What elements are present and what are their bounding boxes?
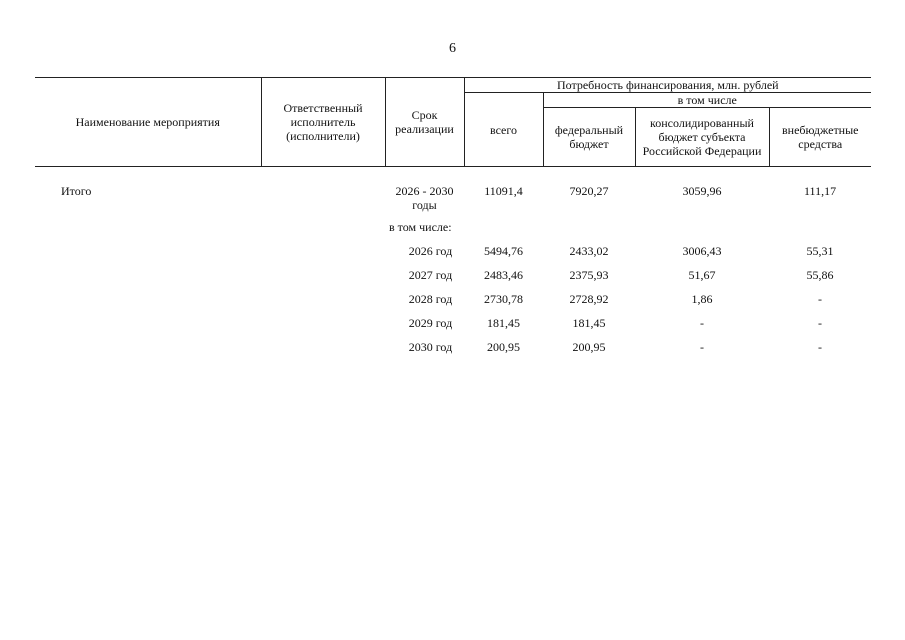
header-activity-name: Наименование мероприятия	[75, 115, 220, 129]
header-regional: консолидированный бюджет субъекта Российской Федерации	[635, 108, 769, 167]
header-extrabudgetary: внебюджетные средства	[769, 108, 871, 167]
table-row	[35, 313, 871, 337]
cell-total: 181,45	[487, 315, 520, 330]
table-row	[35, 265, 871, 289]
header-funding-need: Потребность финансирования, млн. рублей	[464, 78, 871, 93]
cell-federal: 181,45	[572, 315, 606, 330]
cell-including-label: в том числе:	[389, 219, 452, 234]
header-federal: федеральный бюджет	[543, 108, 635, 167]
cell-extrabudgetary: 55,31	[806, 243, 834, 258]
cell-period: 2029 год	[408, 315, 453, 330]
table-body	[35, 167, 871, 361]
cell-regional: 3006,43	[682, 243, 722, 258]
cell-period: 2026 год	[408, 243, 453, 258]
cell-extrabudgetary: 111,17	[803, 184, 837, 198]
cell-period: 2027 год	[408, 267, 453, 282]
funding-table	[35, 77, 871, 361]
header-total: всего	[464, 93, 543, 167]
cell-extrabudgetary: 55,86	[806, 267, 834, 282]
page-number: 6	[449, 41, 456, 56]
cell-name: Итого	[61, 184, 92, 198]
cell-federal: 200,95	[572, 339, 606, 354]
header-including: в том числе	[543, 93, 871, 108]
cell-executor	[261, 167, 385, 220]
cell-period: 2030 год	[408, 339, 453, 354]
cell-total: 200,95	[487, 339, 520, 354]
cell-regional: 1,86	[691, 291, 713, 306]
cell-regional: -	[700, 315, 704, 330]
table-row	[35, 337, 871, 361]
table-header	[35, 78, 871, 167]
cell-total: 5494,76	[484, 243, 523, 258]
table-row	[35, 289, 871, 313]
header-executor: Ответственный исполнитель (исполнители)	[261, 78, 385, 167]
table-row	[35, 241, 871, 265]
cell-federal: 7920,27	[569, 184, 609, 198]
cell-extrabudgetary: -	[818, 291, 822, 306]
table-row-total	[35, 167, 871, 220]
table-row-including	[35, 220, 871, 241]
cell-total: 2730,78	[484, 291, 523, 306]
cell-federal: 2728,92	[569, 291, 609, 306]
cell-period: 2028 год	[408, 291, 453, 306]
cell-federal: 2375,93	[569, 267, 609, 282]
cell-period: 2026 - 2030 годы	[395, 184, 454, 212]
cell-federal: 2433,02	[569, 243, 609, 258]
cell-extrabudgetary: -	[818, 339, 822, 354]
cell-extrabudgetary: -	[818, 315, 822, 330]
cell-regional: 51,67	[688, 267, 716, 282]
cell-regional: 3059,96	[682, 184, 722, 198]
cell-regional: -	[700, 339, 704, 354]
header-period: Срок реализации	[385, 78, 464, 167]
cell-total: 2483,46	[484, 267, 523, 282]
cell-total: 11091,4	[484, 184, 523, 198]
